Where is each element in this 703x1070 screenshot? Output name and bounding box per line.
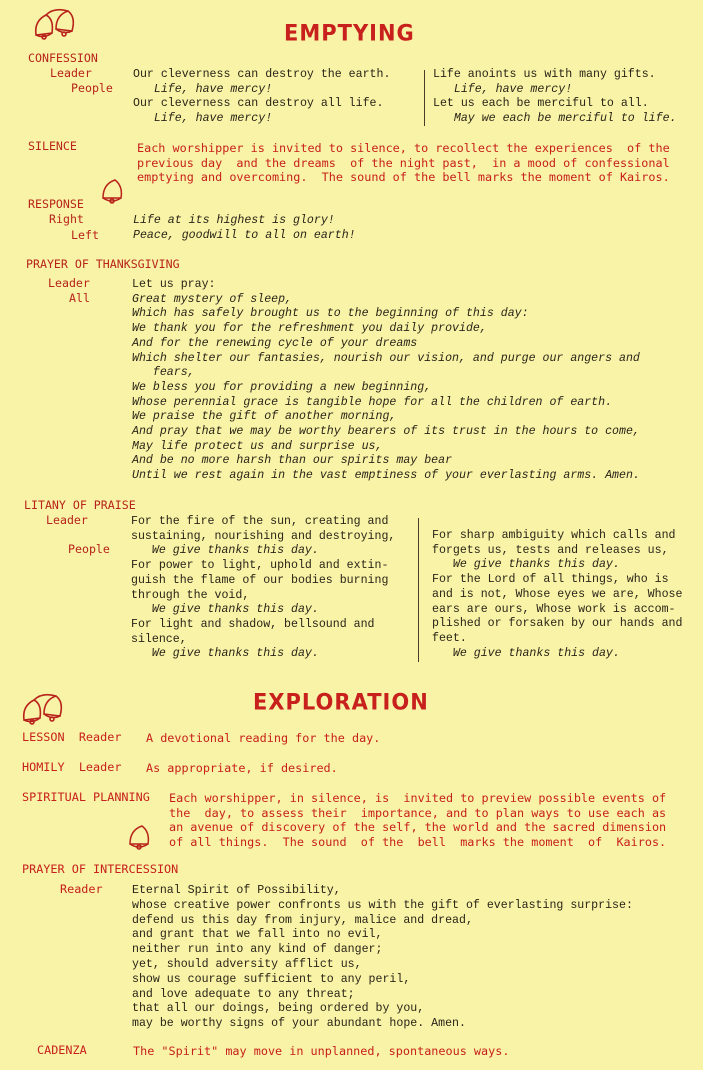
homily-text: As appropriate, if desired. [146,761,338,775]
section-title-emptying: EMPTYING [284,20,415,46]
text-line: Let us pray: [132,278,216,291]
bell-icon [124,822,156,852]
text-line: show us courage sufficient to any peril, [132,972,411,986]
text-line: and is not, Whose eyes we are, Whose [432,587,683,601]
bells-icon [30,5,80,41]
text-line: an avenue of discovery of the self, the world and the sacred dimension [169,820,667,835]
planning-text [169,791,666,849]
text-line: of all things. The sound of the bell marks the moment of Kairos. [169,834,667,849]
response-text [133,214,356,243]
litany-right-text [432,529,682,661]
cadenza-text: The "Spirit" may move in unplanned, spontaneous ways. [133,1044,510,1058]
text-line: Life, have mercy! [133,82,273,96]
text-line: plished or forsaken by our hands and [432,617,683,631]
thanksgiving-heading: PRAYER OF THANKSGIVING [26,257,180,271]
text-line: through the void, [131,588,250,602]
text-line: defend us this day from injury, malice and dread, [132,913,473,927]
lesson-label: LESSON Reader [22,730,122,744]
confession-right-text [433,68,677,127]
text-line: Eternal Spirit of Possibility, [132,884,341,897]
text-line: feet. [432,631,467,645]
text-line: Our cleverness can destroy the earth. [133,68,391,81]
response-left-label: Left [71,228,99,242]
intercession-reader-label: Reader [60,882,103,896]
text-line: ears are ours, Whose work is accom- [432,602,676,616]
text-line: Let us each be merciful to all. [433,97,649,111]
litany-heading: LITANY OF PRAISE [24,498,136,512]
text-line: Whose perennial grace is tangible hope for all the children of earth. [132,395,613,409]
planning-label: SPIRITUAL PLANNING [22,790,150,804]
text-line: Each worshipper, in silence, is invited to preview possible events of [169,791,667,805]
text-line: Peace, goodwill to all on earth! [133,228,356,242]
litany-left-text [131,515,395,662]
text-line: Our cleverness can destroy all life. [133,97,384,111]
text-line: For the Lord of all things, who is [432,573,669,587]
lesson-text: A devotional reading for the day. [146,731,381,745]
response-heading: RESPONSE [28,197,84,211]
homily-label: HOMILY Leader [22,760,122,774]
section-title-exploration: EXPLORATION [253,689,429,715]
text-line: guish the flame of our bodies burning [131,573,389,587]
silence-text [137,141,670,185]
response-right-label: Right [49,212,84,226]
column-divider [418,518,419,662]
text-line: and love adequate to any threat; [132,987,355,1001]
intercession-heading: PRAYER OF INTERCESSION [22,862,179,876]
text-line: Great mystery of sleep, [132,292,293,306]
confession-left-text [133,68,390,127]
text-line: whose creative power confronts us with the gift of everlasting surprise: [132,898,633,912]
text-line: For sharp ambiguity which calls and [432,529,676,542]
text-line: We give thanks this day. [131,647,319,661]
litany-people-label: People [68,542,110,556]
text-line: that all our doings, being ordered by you, [132,1002,425,1016]
text-line: neither run into any kind of danger; [132,943,383,957]
thanksgiving-text [132,278,640,484]
silence-heading: SILENCE [28,139,77,153]
text-line: silence, [131,632,187,646]
confession-heading: CONFESSION [28,51,98,65]
confession-leader-label: Leader [50,66,92,80]
text-line: Until we rest again in the vast emptiness of your everlasting arms. Amen. [132,469,640,483]
text-line: may be worthy signs of your abundant hope. Amen. [132,1017,466,1031]
bell-icon [97,176,129,206]
text-line: Life, have mercy! [133,112,273,126]
text-line: the day, to assess their importance, and to plan ways to use each as [169,805,667,820]
text-line: We praise the gift of another morning, [132,410,397,424]
text-line: previous day and the dreams of the night past, in a mood of confessional [137,155,670,170]
text-line: May we each be merciful to life. [433,112,677,126]
cadenza-label: CADENZA [37,1043,87,1057]
text-line: Life anoints us with many gifts. [433,68,656,81]
confession-people-label: People [71,81,113,95]
intercession-text [132,884,633,1032]
litany-leader-label: Leader [46,513,88,527]
text-line: We thank you for the refreshment you daily provide, [132,322,487,336]
text-line: yet, should adversity afflict us, [132,957,362,971]
text-line: And be no more harsh than our spirits may bear [132,454,453,468]
thanksgiving-leader-label: Leader [48,276,90,290]
text-line: emptying and overcoming. The sound of the bell marks the moment of Kairos. [137,170,670,185]
text-line: And pray that we may be worthy bearers of its trust in the hours to come, [132,425,640,439]
text-line: And for the renewing cycle of your dreams [132,336,418,350]
text-line: We bless you for providing a new beginning, [132,380,432,394]
text-line: For power to light, uphold and extin- [131,559,389,573]
text-line: forgets us, tests and releases us, [432,543,669,557]
text-line: For light and shadow, bellsound and [131,617,375,631]
text-line: We give thanks this day. [432,558,620,572]
text-line: We give thanks this day. [432,646,620,660]
text-line: Life at its highest is glory! [133,214,335,227]
text-line: Which shelter our fantasies, nourish our vision, and purge our angers and [132,351,640,365]
text-line: Which has safely brought us to the beginning of this day: [132,307,529,321]
text-line: sustaining, nourishing and destroying, [131,529,396,543]
text-line: Life, have mercy! [433,82,573,96]
text-line: May life protect us and surprise us, [132,439,383,453]
bells-icon [18,690,68,726]
text-line: Each worshipper is invited to silence, to recollect the experiences of the [137,141,670,155]
thanksgiving-all-label: All [69,291,90,305]
text-line: and grant that we fall into no evil, [132,928,383,942]
text-line: For the fire of the sun, creating and [131,515,389,528]
text-line: fears, [132,366,195,380]
text-line: We give thanks this day. [131,544,319,558]
column-divider [424,70,425,126]
text-line: We give thanks this day. [131,603,319,617]
